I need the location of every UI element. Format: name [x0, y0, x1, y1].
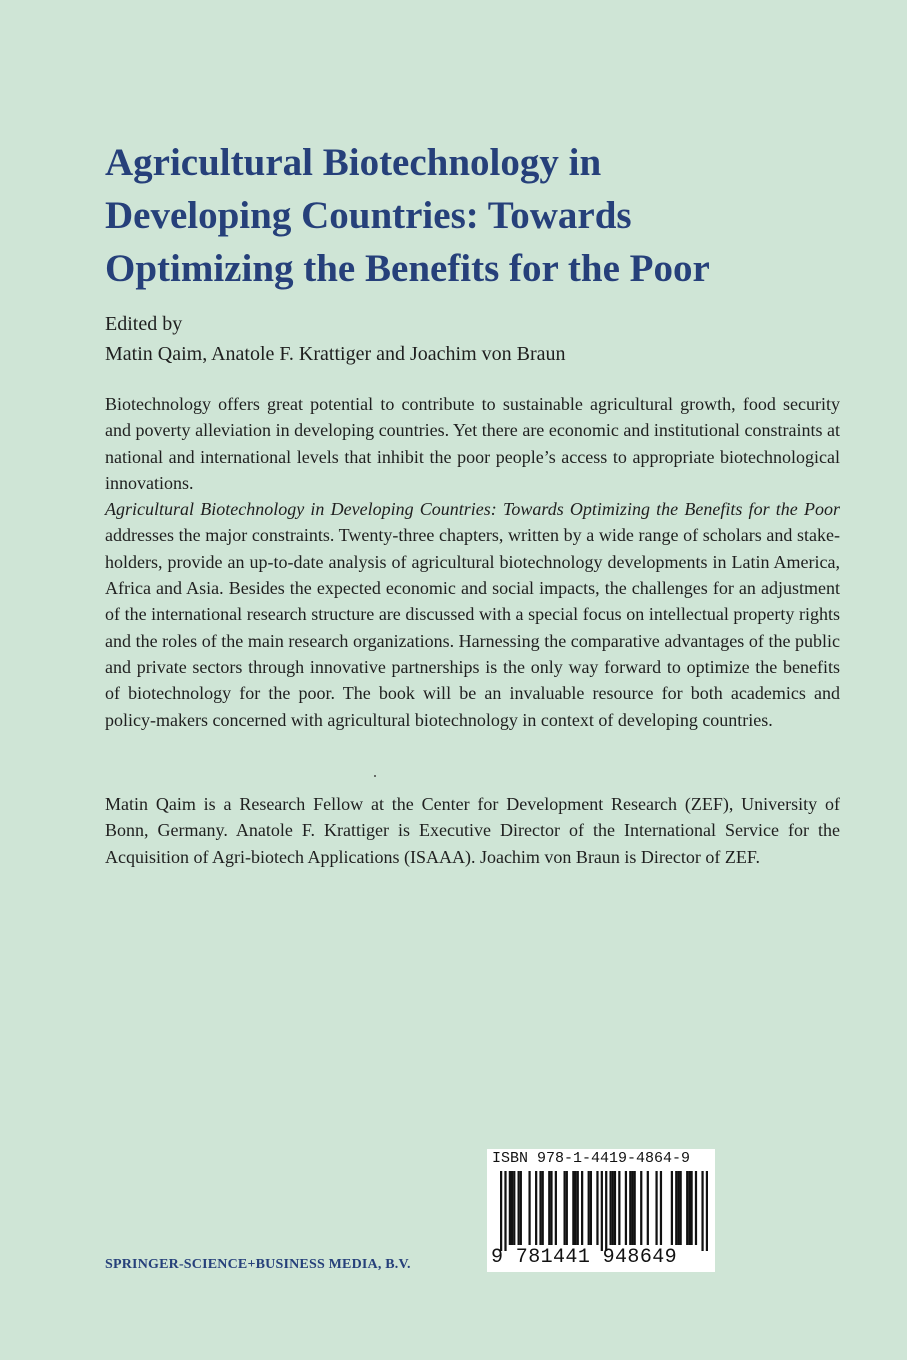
barcode-bar [563, 1171, 565, 1245]
description-paragraph-2 [105, 496, 840, 733]
barcode-bar [518, 1171, 520, 1245]
barcode-guard-bar [504, 1171, 506, 1251]
barcode-bar [688, 1171, 690, 1245]
barcode-bar [539, 1171, 541, 1245]
barcode-bar [695, 1171, 697, 1245]
publisher-name: SPRINGER-SCIENCE+BUSINESS MEDIA, B.V. [105, 1257, 411, 1272]
barcode-bar [581, 1171, 583, 1245]
barcode-bar [660, 1171, 662, 1245]
barcode-bars [500, 1171, 708, 1251]
barcode-bar [675, 1171, 677, 1245]
barcode-bar [509, 1171, 511, 1245]
barcode-bar [577, 1171, 579, 1245]
barcode-guard-bar [701, 1171, 703, 1251]
stray-dot [374, 775, 376, 777]
barcode-bar [528, 1171, 530, 1245]
barcode-bar [690, 1171, 692, 1245]
book-title-line-1: Agricultural Biotechnology in [105, 141, 602, 184]
isbn-label: ISBN 978-1-4419-4864-9 [492, 1150, 691, 1167]
barcode-bar [671, 1171, 673, 1245]
description-book-title: Agricultural Biotechnology in Developing Countries: Towards Optimizing the Benefits for the Poor [105, 499, 840, 520]
description-paragraph-2-text: addresses the major constraints. Twenty-three chapters, written by a wide range of scholars and stake-holders, provide an up-to-date analysis of agricultural biotechnology developments in Latin America, Africa and Asia. Besides the expected economic and social impacts, the challenges for an adjustment of the international research structure are discussed with a special focus on intellectual property rights and the roles of the main research organizations. Harnessing the comparative advantages of the public and private sectors through innovative partnerships is the only way forward to optimize the benefits of biotechnology for the poor. The book will be an invaluable resource for both academics and policy-makers concerned with agricultural biotechnology in context of developing countries. [105, 525, 840, 730]
barcode-guard-bar [605, 1171, 607, 1251]
barcode-bar [625, 1171, 627, 1245]
barcode-bar [640, 1171, 642, 1245]
barcode-bar [555, 1171, 557, 1245]
barcode-bar [596, 1171, 598, 1245]
barcode-bar [655, 1171, 657, 1245]
book-title [105, 136, 845, 295]
barcode-guard-bar [601, 1171, 603, 1251]
editors-names: Matin Qaim, Anatole F. Krattiger and Joachim von Braun [105, 343, 566, 365]
edited-by-label: Edited by [105, 313, 183, 335]
barcode-bar [513, 1171, 515, 1245]
barcode-bar [634, 1171, 636, 1245]
barcode-guard-bar [500, 1171, 502, 1251]
editors-bio: Matin Qaim is a Research Fellow at the Center for Development Research (ZEF), University of Bonn, Germany. Anatole F. Krattiger is Executive Director of the International Service for the Acquisition of Agri-biotech Applications (ISAAA). Joachim von Braun is Director of ZEF. [105, 794, 840, 867]
barcode-bar [680, 1171, 682, 1245]
barcode-bar [548, 1171, 550, 1245]
barcode-bar [609, 1171, 611, 1245]
barcode-bar [535, 1171, 537, 1245]
barcode-bar [618, 1171, 620, 1245]
barcode-bar [612, 1171, 614, 1245]
barcode-bar [631, 1171, 633, 1245]
barcode-bar [550, 1171, 552, 1245]
barcode-bar [511, 1171, 513, 1245]
barcode-bar [566, 1171, 568, 1245]
barcode-bar [614, 1171, 616, 1245]
barcode-bar [686, 1171, 688, 1245]
barcode-bar [588, 1171, 590, 1245]
book-title-line-3: Optimizing the Benefits for the Poor [105, 247, 710, 290]
ean-digits: 9 781441 948649 [491, 1246, 678, 1269]
barcode-bar [542, 1171, 544, 1245]
book-description [105, 391, 840, 733]
barcode-bar [574, 1171, 576, 1245]
barcode-bar [590, 1171, 592, 1245]
isbn-barcode [487, 1149, 715, 1272]
description-paragraph-1: Biotechnology offers great potential to contribute to sustainable agricultural growth, food security and poverty alleviation in developing countries. Yet there are economic and institutional constraints at national and international levels that inhibit the poor people’s access to appropriate biotechnological innovations. [105, 394, 840, 493]
barcode-guard-bar [706, 1171, 708, 1251]
barcode-bar [647, 1171, 649, 1245]
barcode-bar [677, 1171, 679, 1245]
barcode-bar [572, 1171, 574, 1245]
barcode-bar [520, 1171, 522, 1245]
barcode-bar [629, 1171, 631, 1245]
book-title-line-2: Developing Countries: Towards [105, 194, 632, 237]
